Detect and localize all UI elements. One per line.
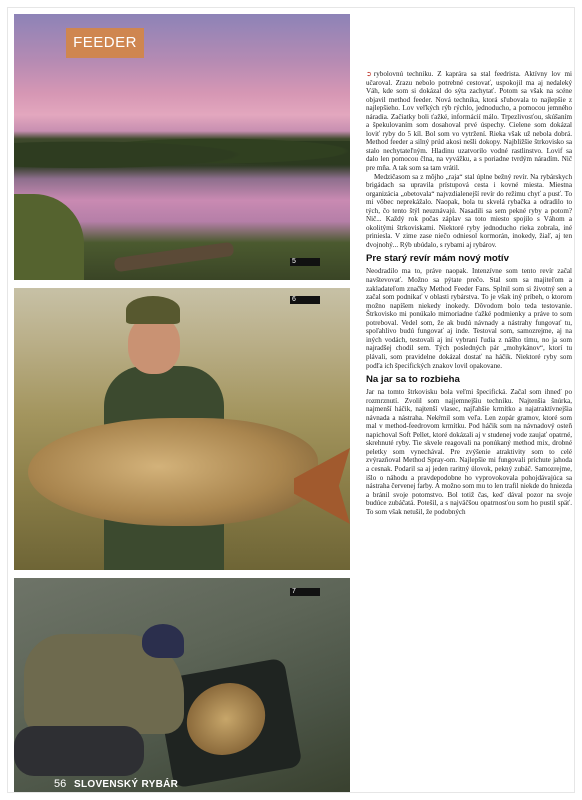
paragraph-4: Jar na tomto štrkovisku bola veľmi špecifická. Začal som ihneď po rozmrznutí. Zvolil som najjemnejšiu techniku. Najtenšia šnúrka, najmenší háčik, najtenší vlasec, najľahšie krmítko a najatraktívnejšia návnada a nástraha. Nekŕmil som veľa. Len zopár gramov, ktoré som mal v method-feedrovom krmítku. Pod háčik som na návnadový osteň napichoval Soft Pellet, ktoré dokázali aj v studenej vode zaujať opatrné, skrehnuté ryby. Tie skvele reagovali na ponúkaný method mix, drobné peletky som vynechával. Pre zvýšenie atraktivity som to celé zvýrazňoval Method Spray-om. Najlepšie mi fungovali príchute jahoda a cesnak. Podaril sa aj jeden raritný úlovok, pekný zubáč. Samozrejme, išlo o náhodu a pravdepodobne ho vyprovokovala pohojdávajúca sa nástraha červenej farby. A možno som mu to len trafil niekde do hniezda a bránil svoje potomstvo. Bol totiž čas, keď dával pozor na svoje budúce zubáčatá. Potešil, a s najväčšou opatrnosťou som ho pustil späť. To som však netušil, že podobných (366, 388, 572, 516)
angler-face (128, 316, 180, 374)
log (114, 242, 235, 273)
angler-cap (126, 296, 180, 324)
paragraph-2: Medzičasom sa z môjho „raja“ stal úplne bežný revír. Na rybárskych brigádach sa upravila prístupová cesta i kovné miesta. Miestna organizácia „obetovala“ najvzdialenejší revír do režimu chyť a pusť. To mi vôbec neprekážalo. Naopak, bola tu skvelá rybačka a odradilo to tých, čo tento štýl neuznávajú. Nasadili sa sem pekné ryby a potom? Nič... Každý rok počas záplav sa toto miesto spojilo s Váhom a okolitými štrkoviskami. Niektoré ryby jednoducho rieka zobrala, iné priniesla. V zime zase niečo odniesol kormorán, inokedy, žiaľ, aj ten dvojnohý... Rýb ubúdalo, s rybami aj rybárov. (366, 172, 572, 249)
paragraph-1: ➲ rybolovnú techniku. Z kaprára sa stal feedrista. Aktívny lov mi učaroval. Zrazu nebolo potrebné cestovať, uspokojil ma aj nedaleký Váh, kde som si dokázal do sýta zachytať. Potom sa však na scéne objavil method feeder. Nová technika, ktorá sľubovala to najlepšie z najlepšieho. Lov veľkých rýb rýchlo, jednoducho, a pomocou jemného náradia. Začiatky boli ťažké, informácií málo. Trpezlivosťou, skúšaním a špekulovaním som dosahoval prvé úspechy. Cielene som dokázal loviť ryby do 5 kíl. Bol som vo vytržení. Rieka však už nebola dobrá. Method feeder a silný prúd akosi nešli dokopy. Najbližšie štrkovisko sa stalo nechytateľným. Hladinu uzatvorilo vodné rastlinstvo. Lovif sa dalo len pomocou člna, na vyvážku, a s poriadne tvrdým náradím. Nič pre mňa. A tak som sa tam vrátil. (366, 70, 572, 173)
paragraph-3: Neodradilo ma to, práve naopak. Intenzívne som tento revír začal navštevovať. Možno sa pýtate prečo. Stal som sa majiteľom a zakladateľom značky Method Feeder Fans. Splnil som si životný sen a začal som podnikať v oblasti rybárstva. To je však iný príbeh, o ktorom možno napíšem niekedy inokedy. Dôvodom bolo teda testovanie. Štrkovisko mi ponúkalo mimoriadne ťažké podmienky a práve to som potreboval. Vedel som, že ak budú návnady a nástrahy fungovať tu, spoľahlivo budú fungovať aj inde. Testoval som, samozrejme, aj na iných vodách, testovali aj iní vybraní ľudia z nášho tímu, no ja som najradšej chodil sem. Tých posledných pár „mohykánov“, ktorí tu plávali, som pravidelne dokázal dostať na háčik. Niektoré ryby som podľa ich špecifických znakov lovil opakovane. (366, 267, 572, 370)
article-text (366, 70, 572, 516)
subheading-1: Pre starý revír mám nový motív (366, 253, 509, 265)
photo-number-5: 5 (290, 258, 320, 266)
page-number: 56 (54, 778, 67, 790)
section-tag: FEEDER (66, 28, 144, 58)
angler-legs (14, 726, 144, 776)
photo-release-fish (14, 578, 350, 792)
photo-number-6: 6 (290, 296, 320, 304)
bush (14, 194, 84, 280)
photo-angler-with-carp (14, 288, 350, 570)
photo-number-7: 7 (290, 588, 320, 596)
magazine-name: SLOVENSKÝ RYBÁR (74, 779, 179, 790)
mirror-carp (28, 418, 318, 526)
angler-cap (142, 624, 184, 658)
continue-marker-icon: ➲ (366, 70, 372, 78)
photo-lake-sunset (14, 14, 350, 280)
magazine-page (8, 8, 574, 792)
subheading-2: Na jar sa to rozbieha (366, 374, 460, 386)
treeline (14, 132, 350, 170)
